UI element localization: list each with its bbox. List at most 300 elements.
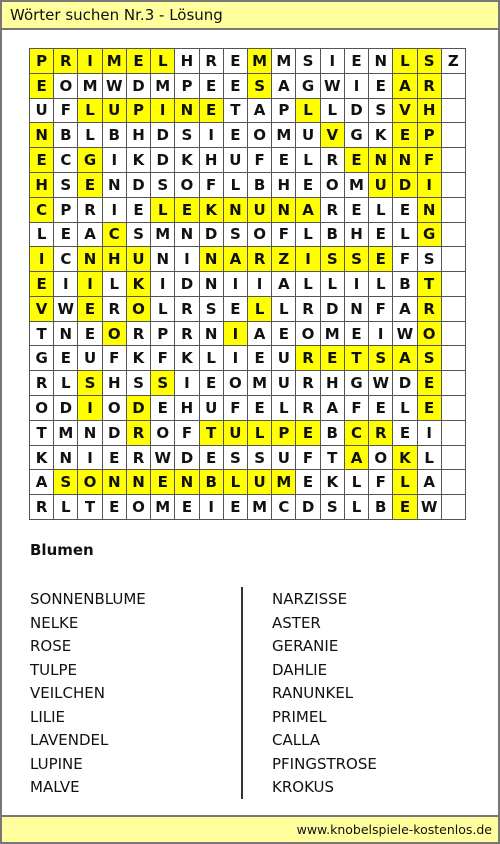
grid-cell[interactable]: T: [78, 495, 102, 520]
grid-cell[interactable]: W: [103, 74, 127, 99]
grid-cell[interactable]: S: [369, 346, 393, 371]
grid-cell[interactable]: [442, 198, 466, 223]
grid-cell[interactable]: I: [224, 346, 248, 371]
grid-cell[interactable]: E: [54, 223, 78, 248]
grid-cell[interactable]: M: [78, 74, 102, 99]
grid-cell[interactable]: H: [103, 371, 127, 396]
grid-cell[interactable]: E: [345, 198, 369, 223]
grid-cell[interactable]: [442, 223, 466, 248]
grid-cell[interactable]: C: [54, 247, 78, 272]
grid-cell[interactable]: F: [369, 297, 393, 322]
grid-cell[interactable]: E: [200, 371, 224, 396]
grid-cell[interactable]: R: [296, 346, 320, 371]
grid-cell[interactable]: N: [418, 198, 442, 223]
grid-cell[interactable]: E: [393, 198, 417, 223]
grid-cell[interactable]: E: [321, 346, 345, 371]
grid-cell[interactable]: E: [54, 346, 78, 371]
grid-cell[interactable]: [442, 123, 466, 148]
grid-cell[interactable]: E: [103, 446, 127, 471]
grid-cell[interactable]: O: [127, 495, 151, 520]
grid-cell[interactable]: G: [418, 223, 442, 248]
grid-cell[interactable]: L: [296, 99, 320, 124]
grid-cell[interactable]: E: [224, 123, 248, 148]
grid-cell[interactable]: M: [151, 495, 175, 520]
grid-cell[interactable]: L: [248, 297, 272, 322]
grid-cell[interactable]: E: [78, 322, 102, 347]
grid-cell[interactable]: P: [175, 74, 199, 99]
grid-cell[interactable]: H: [175, 396, 199, 421]
grid-cell[interactable]: G: [296, 74, 320, 99]
grid-cell[interactable]: M: [103, 49, 127, 74]
grid-cell[interactable]: R: [369, 421, 393, 446]
grid-cell[interactable]: D: [127, 74, 151, 99]
grid-cell[interactable]: R: [54, 49, 78, 74]
grid-cell[interactable]: S: [369, 99, 393, 124]
grid-cell[interactable]: A: [393, 74, 417, 99]
grid-cell[interactable]: L: [54, 495, 78, 520]
grid-cell[interactable]: A: [296, 198, 320, 223]
grid-cell[interactable]: D: [175, 446, 199, 471]
grid-cell[interactable]: D: [296, 495, 320, 520]
grid-cell[interactable]: E: [272, 322, 296, 347]
grid-cell[interactable]: L: [321, 99, 345, 124]
grid-cell[interactable]: L: [200, 346, 224, 371]
grid-cell[interactable]: N: [175, 470, 199, 495]
grid-cell[interactable]: A: [345, 446, 369, 471]
grid-cell[interactable]: [442, 346, 466, 371]
grid-cell[interactable]: K: [175, 148, 199, 173]
grid-cell[interactable]: F: [54, 99, 78, 124]
grid-cell[interactable]: B: [393, 272, 417, 297]
grid-cell[interactable]: A: [393, 346, 417, 371]
grid-cell[interactable]: R: [321, 148, 345, 173]
grid-cell[interactable]: S: [54, 470, 78, 495]
grid-cell[interactable]: I: [321, 49, 345, 74]
grid-cell[interactable]: E: [369, 247, 393, 272]
grid-cell[interactable]: E: [248, 346, 272, 371]
grid-cell[interactable]: A: [393, 297, 417, 322]
grid-cell[interactable]: M: [272, 49, 296, 74]
grid-cell[interactable]: N: [175, 223, 199, 248]
grid-cell[interactable]: I: [151, 99, 175, 124]
grid-cell[interactable]: [442, 322, 466, 347]
grid-cell[interactable]: E: [272, 148, 296, 173]
grid-cell[interactable]: N: [224, 198, 248, 223]
grid-cell[interactable]: K: [127, 346, 151, 371]
grid-cell[interactable]: O: [321, 173, 345, 198]
grid-cell[interactable]: S: [127, 223, 151, 248]
grid-cell[interactable]: W: [418, 495, 442, 520]
grid-cell[interactable]: K: [321, 470, 345, 495]
grid-cell[interactable]: V: [393, 99, 417, 124]
grid-cell[interactable]: I: [54, 272, 78, 297]
grid-cell[interactable]: I: [200, 495, 224, 520]
grid-cell[interactable]: B: [248, 173, 272, 198]
grid-cell[interactable]: N: [78, 247, 102, 272]
grid-cell[interactable]: L: [151, 297, 175, 322]
grid-cell[interactable]: [442, 446, 466, 471]
grid-cell[interactable]: N: [151, 247, 175, 272]
grid-cell[interactable]: E: [224, 74, 248, 99]
grid-cell[interactable]: O: [30, 396, 54, 421]
grid-cell[interactable]: L: [393, 49, 417, 74]
grid-cell[interactable]: E: [393, 421, 417, 446]
grid-cell[interactable]: L: [345, 470, 369, 495]
grid-cell[interactable]: E: [224, 49, 248, 74]
grid-cell[interactable]: C: [345, 421, 369, 446]
grid-cell[interactable]: [442, 396, 466, 421]
grid-cell[interactable]: U: [272, 446, 296, 471]
grid-cell[interactable]: U: [127, 247, 151, 272]
grid-cell[interactable]: U: [272, 346, 296, 371]
grid-cell[interactable]: E: [30, 148, 54, 173]
grid-cell[interactable]: R: [127, 421, 151, 446]
grid-cell[interactable]: O: [248, 223, 272, 248]
grid-cell[interactable]: O: [369, 446, 393, 471]
grid-cell[interactable]: L: [296, 272, 320, 297]
grid-cell[interactable]: I: [345, 272, 369, 297]
grid-cell[interactable]: M: [151, 223, 175, 248]
grid-cell[interactable]: F: [296, 446, 320, 471]
grid-cell[interactable]: N: [200, 322, 224, 347]
grid-cell[interactable]: [442, 148, 466, 173]
grid-cell[interactable]: L: [78, 99, 102, 124]
grid-cell[interactable]: O: [248, 123, 272, 148]
grid-cell[interactable]: G: [345, 371, 369, 396]
grid-cell[interactable]: L: [248, 421, 272, 446]
grid-cell[interactable]: W: [393, 322, 417, 347]
grid-cell[interactable]: E: [200, 99, 224, 124]
grid-cell[interactable]: L: [103, 272, 127, 297]
grid-cell[interactable]: R: [30, 495, 54, 520]
grid-cell[interactable]: P: [127, 99, 151, 124]
grid-cell[interactable]: E: [224, 495, 248, 520]
grid-cell[interactable]: E: [151, 396, 175, 421]
grid-cell[interactable]: S: [248, 74, 272, 99]
site-url[interactable]: www.knobelspiele-kostenlos.de: [296, 822, 492, 837]
grid-cell[interactable]: S: [151, 371, 175, 396]
grid-cell[interactable]: W: [54, 297, 78, 322]
grid-cell[interactable]: E: [345, 49, 369, 74]
grid-cell[interactable]: G: [30, 346, 54, 371]
grid-cell[interactable]: U: [369, 173, 393, 198]
grid-cell[interactable]: K: [30, 446, 54, 471]
grid-cell[interactable]: H: [103, 247, 127, 272]
grid-cell[interactable]: E: [418, 396, 442, 421]
grid-cell[interactable]: S: [127, 371, 151, 396]
grid-cell[interactable]: F: [418, 148, 442, 173]
grid-cell[interactable]: O: [103, 322, 127, 347]
grid-cell[interactable]: E: [151, 470, 175, 495]
grid-cell[interactable]: R: [175, 297, 199, 322]
grid-cell[interactable]: W: [151, 446, 175, 471]
grid-cell[interactable]: N: [103, 470, 127, 495]
grid-cell[interactable]: O: [78, 470, 102, 495]
grid-cell[interactable]: R: [418, 297, 442, 322]
grid-cell[interactable]: L: [78, 123, 102, 148]
grid-cell[interactable]: H: [127, 123, 151, 148]
grid-cell[interactable]: O: [151, 421, 175, 446]
grid-cell[interactable]: F: [393, 247, 417, 272]
grid-cell[interactable]: I: [103, 198, 127, 223]
grid-cell[interactable]: N: [78, 421, 102, 446]
grid-cell[interactable]: G: [78, 148, 102, 173]
grid-cell[interactable]: L: [151, 198, 175, 223]
grid-cell[interactable]: D: [345, 99, 369, 124]
grid-cell[interactable]: T: [200, 421, 224, 446]
grid-cell[interactable]: S: [224, 223, 248, 248]
grid-cell[interactable]: B: [369, 495, 393, 520]
grid-cell[interactable]: D: [393, 371, 417, 396]
grid-cell[interactable]: [442, 421, 466, 446]
grid-cell[interactable]: L: [54, 371, 78, 396]
grid-cell[interactable]: M: [272, 123, 296, 148]
grid-cell[interactable]: N: [369, 49, 393, 74]
grid-cell[interactable]: N: [54, 446, 78, 471]
grid-cell[interactable]: L: [224, 173, 248, 198]
grid-cell[interactable]: T: [224, 99, 248, 124]
grid-cell[interactable]: D: [175, 272, 199, 297]
grid-cell[interactable]: E: [175, 198, 199, 223]
grid-cell[interactable]: L: [393, 396, 417, 421]
grid-cell[interactable]: N: [200, 247, 224, 272]
grid-cell[interactable]: B: [54, 123, 78, 148]
grid-cell[interactable]: N: [30, 123, 54, 148]
grid-cell[interactable]: R: [78, 198, 102, 223]
grid-cell[interactable]: F: [175, 421, 199, 446]
grid-cell[interactable]: E: [127, 49, 151, 74]
grid-cell[interactable]: B: [103, 123, 127, 148]
grid-cell[interactable]: L: [369, 272, 393, 297]
grid-cell[interactable]: S: [296, 49, 320, 74]
grid-cell[interactable]: A: [224, 247, 248, 272]
grid-cell[interactable]: P: [30, 49, 54, 74]
grid-cell[interactable]: K: [200, 198, 224, 223]
grid-cell[interactable]: E: [296, 470, 320, 495]
grid-cell[interactable]: B: [321, 223, 345, 248]
grid-cell[interactable]: E: [296, 173, 320, 198]
grid-cell[interactable]: T: [30, 322, 54, 347]
grid-cell[interactable]: E: [248, 396, 272, 421]
grid-cell[interactable]: P: [151, 322, 175, 347]
grid-cell[interactable]: R: [321, 198, 345, 223]
grid-cell[interactable]: M: [54, 421, 78, 446]
grid-cell[interactable]: E: [393, 495, 417, 520]
grid-cell[interactable]: U: [30, 99, 54, 124]
grid-cell[interactable]: I: [369, 322, 393, 347]
grid-cell[interactable]: H: [321, 371, 345, 396]
grid-cell[interactable]: H: [418, 99, 442, 124]
grid-cell[interactable]: L: [345, 495, 369, 520]
grid-cell[interactable]: T: [418, 272, 442, 297]
grid-cell[interactable]: I: [175, 371, 199, 396]
grid-cell[interactable]: Z: [272, 247, 296, 272]
grid-cell[interactable]: V: [321, 123, 345, 148]
grid-cell[interactable]: E: [369, 396, 393, 421]
grid-cell[interactable]: B: [321, 421, 345, 446]
grid-cell[interactable]: [442, 371, 466, 396]
grid-cell[interactable]: P: [418, 123, 442, 148]
grid-cell[interactable]: I: [78, 446, 102, 471]
grid-cell[interactable]: K: [369, 123, 393, 148]
grid-cell[interactable]: Z: [442, 49, 466, 74]
grid-cell[interactable]: A: [248, 99, 272, 124]
grid-cell[interactable]: M: [345, 173, 369, 198]
grid-cell[interactable]: [442, 99, 466, 124]
grid-cell[interactable]: O: [54, 74, 78, 99]
grid-cell[interactable]: [442, 173, 466, 198]
grid-cell[interactable]: O: [103, 396, 127, 421]
grid-cell[interactable]: L: [418, 446, 442, 471]
grid-cell[interactable]: O: [224, 371, 248, 396]
grid-cell[interactable]: P: [272, 421, 296, 446]
grid-cell[interactable]: A: [418, 470, 442, 495]
grid-cell[interactable]: L: [393, 470, 417, 495]
grid-cell[interactable]: S: [54, 173, 78, 198]
grid-cell[interactable]: T: [30, 421, 54, 446]
grid-cell[interactable]: I: [224, 322, 248, 347]
grid-cell[interactable]: O: [296, 322, 320, 347]
grid-cell[interactable]: U: [272, 371, 296, 396]
grid-cell[interactable]: N: [393, 148, 417, 173]
grid-cell[interactable]: [442, 470, 466, 495]
grid-cell[interactable]: I: [78, 49, 102, 74]
grid-cell[interactable]: S: [200, 297, 224, 322]
grid-cell[interactable]: E: [127, 198, 151, 223]
grid-cell[interactable]: D: [393, 173, 417, 198]
grid-cell[interactable]: D: [127, 396, 151, 421]
grid-cell[interactable]: L: [30, 223, 54, 248]
grid-cell[interactable]: U: [296, 123, 320, 148]
grid-cell[interactable]: F: [200, 173, 224, 198]
grid-cell[interactable]: L: [224, 470, 248, 495]
grid-cell[interactable]: N: [127, 470, 151, 495]
grid-cell[interactable]: C: [30, 198, 54, 223]
grid-cell[interactable]: R: [30, 371, 54, 396]
grid-cell[interactable]: E: [78, 173, 102, 198]
grid-cell[interactable]: I: [78, 272, 102, 297]
grid-cell[interactable]: N: [200, 272, 224, 297]
grid-cell[interactable]: F: [151, 346, 175, 371]
grid-cell[interactable]: L: [296, 223, 320, 248]
grid-cell[interactable]: [442, 297, 466, 322]
grid-cell[interactable]: A: [30, 470, 54, 495]
grid-cell[interactable]: M: [151, 74, 175, 99]
grid-cell[interactable]: E: [393, 123, 417, 148]
grid-cell[interactable]: K: [127, 148, 151, 173]
grid-cell[interactable]: I: [418, 421, 442, 446]
grid-cell[interactable]: K: [175, 346, 199, 371]
grid-cell[interactable]: D: [151, 148, 175, 173]
grid-cell[interactable]: N: [369, 148, 393, 173]
grid-cell[interactable]: N: [345, 297, 369, 322]
grid-cell[interactable]: U: [200, 396, 224, 421]
grid-cell[interactable]: R: [200, 49, 224, 74]
grid-cell[interactable]: F: [272, 223, 296, 248]
grid-cell[interactable]: [442, 74, 466, 99]
grid-cell[interactable]: I: [151, 272, 175, 297]
grid-cell[interactable]: W: [321, 74, 345, 99]
grid-cell[interactable]: E: [369, 74, 393, 99]
grid-cell[interactable]: H: [30, 173, 54, 198]
grid-cell[interactable]: E: [175, 495, 199, 520]
grid-cell[interactable]: S: [418, 346, 442, 371]
grid-cell[interactable]: U: [103, 99, 127, 124]
grid-cell[interactable]: I: [224, 272, 248, 297]
grid-cell[interactable]: [442, 247, 466, 272]
grid-cell[interactable]: R: [296, 297, 320, 322]
grid-cell[interactable]: T: [321, 446, 345, 471]
grid-cell[interactable]: S: [151, 173, 175, 198]
grid-cell[interactable]: S: [321, 247, 345, 272]
grid-cell[interactable]: H: [200, 148, 224, 173]
grid-cell[interactable]: A: [248, 322, 272, 347]
grid-cell[interactable]: E: [103, 495, 127, 520]
grid-cell[interactable]: A: [321, 396, 345, 421]
grid-cell[interactable]: R: [127, 446, 151, 471]
grid-cell[interactable]: R: [296, 396, 320, 421]
grid-cell[interactable]: D: [127, 173, 151, 198]
grid-cell[interactable]: N: [54, 322, 78, 347]
grid-cell[interactable]: R: [103, 297, 127, 322]
grid-cell[interactable]: L: [272, 396, 296, 421]
grid-cell[interactable]: A: [78, 223, 102, 248]
grid-cell[interactable]: N: [175, 99, 199, 124]
grid-cell[interactable]: C: [272, 495, 296, 520]
grid-cell[interactable]: K: [393, 446, 417, 471]
grid-cell[interactable]: S: [345, 247, 369, 272]
grid-cell[interactable]: M: [321, 322, 345, 347]
grid-cell[interactable]: C: [103, 223, 127, 248]
grid-cell[interactable]: E: [200, 446, 224, 471]
grid-cell[interactable]: I: [30, 247, 54, 272]
grid-cell[interactable]: E: [345, 322, 369, 347]
grid-cell[interactable]: D: [200, 223, 224, 248]
grid-cell[interactable]: I: [345, 74, 369, 99]
grid-cell[interactable]: E: [224, 297, 248, 322]
grid-cell[interactable]: O: [418, 322, 442, 347]
grid-cell[interactable]: P: [272, 99, 296, 124]
grid-cell[interactable]: R: [248, 247, 272, 272]
grid-cell[interactable]: A: [272, 272, 296, 297]
grid-cell[interactable]: H: [272, 173, 296, 198]
grid-cell[interactable]: L: [151, 49, 175, 74]
grid-cell[interactable]: R: [296, 371, 320, 396]
grid-cell[interactable]: E: [30, 74, 54, 99]
grid-cell[interactable]: F: [224, 396, 248, 421]
grid-cell[interactable]: L: [321, 272, 345, 297]
grid-cell[interactable]: F: [248, 148, 272, 173]
grid-cell[interactable]: E: [30, 272, 54, 297]
grid-cell[interactable]: E: [78, 297, 102, 322]
grid-cell[interactable]: S: [248, 446, 272, 471]
grid-cell[interactable]: L: [296, 148, 320, 173]
grid-cell[interactable]: S: [175, 123, 199, 148]
grid-cell[interactable]: O: [175, 173, 199, 198]
grid-cell[interactable]: S: [78, 371, 102, 396]
grid-cell[interactable]: T: [345, 346, 369, 371]
grid-cell[interactable]: C: [54, 148, 78, 173]
grid-cell[interactable]: I: [78, 396, 102, 421]
grid-cell[interactable]: D: [54, 396, 78, 421]
grid-cell[interactable]: F: [369, 470, 393, 495]
grid-cell[interactable]: [442, 272, 466, 297]
grid-cell[interactable]: L: [393, 223, 417, 248]
grid-cell[interactable]: M: [248, 495, 272, 520]
grid-cell[interactable]: G: [345, 123, 369, 148]
grid-cell[interactable]: P: [54, 198, 78, 223]
grid-cell[interactable]: L: [369, 198, 393, 223]
